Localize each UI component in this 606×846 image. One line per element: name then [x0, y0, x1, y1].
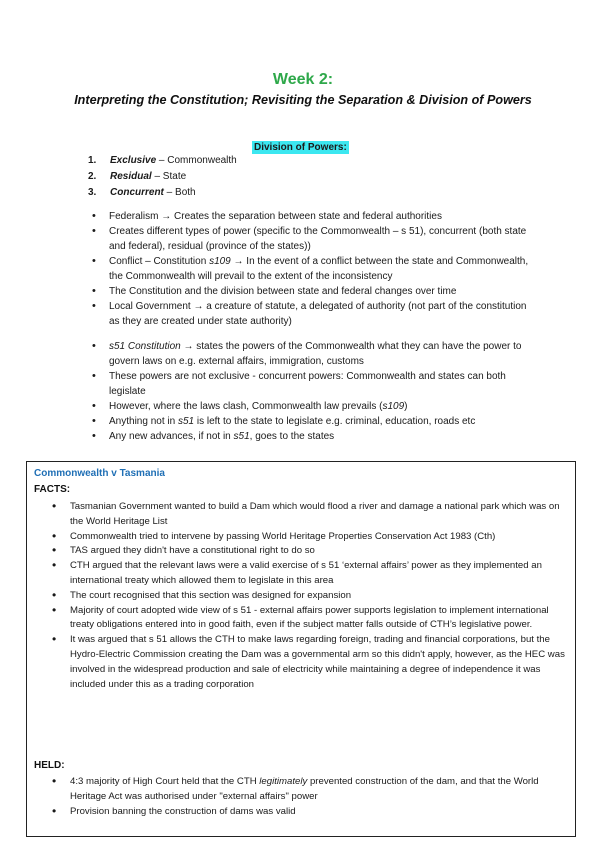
list-item: • Tasmanian Government wanted to build a Dam which would flood a river and damage a national park which was on the World Heritage List [44, 500, 572, 530]
list-item: • Local Government → a creature of statute, a delegated of authority (not part of the constitution as they are created under state authority) [90, 299, 530, 329]
list-item: • CTH argued that the relevant laws were a valid exercise of s 51 ‘external affairs’ power as they implemented an international treaty which allowed them to legislate in this area [44, 559, 572, 589]
list-item: • Creates different types of power (specific to the Commonwealth – s 51), concurrent (both state and federal), residual (province of the states)) [90, 224, 530, 254]
power-type-item [88, 169, 237, 185]
facts-list [44, 500, 572, 692]
list-item: • Anything not in s51 is left to the state to legislate e.g. criminal, education, roads etc [90, 414, 535, 429]
list-item: • Conflict – Constitution s109 → In the event of a conflict between the state and Commonwealth, the Commonwealth will prevail to the extent of the inconsistency [90, 254, 530, 284]
power-type-term: Residual [110, 171, 152, 182]
list-item: • TAS argued they didn't have a constitutional right to do so [44, 544, 572, 559]
list-item: • The court recognised that this section was designed for expansion [44, 589, 572, 604]
power-type-desc: – Both [163, 187, 196, 198]
list-item: • These powers are not exclusive - concurrent powers: Commonwealth and states can both legislate [90, 369, 535, 399]
page-title: Week 2: [272, 71, 334, 88]
s51-bullets [90, 339, 535, 444]
list-item: • Majority of court adopted wide view of s 51 - external affairs power supports legislation to implement international treaty obligations entered into in good faith, even if the subject matter falls outside of CTH’s legislative power. [44, 604, 572, 634]
list-item: • s51 Constitution → states the powers of the Commonwealth what they can have the power to govern laws on e.g. external affairs, immigration, customs [90, 339, 535, 369]
list-item: • Provision banning the construction of dams was valid [44, 805, 572, 820]
list-item: • Federalism → Creates the separation between state and federal authorities [90, 209, 530, 224]
list-item: • The Constitution and the division between state and federal changes over time [90, 284, 530, 299]
list-item: • Commonwealth tried to intervene by passing World Heritage Properties Conservation Act 1983 (Cth) [44, 530, 572, 545]
list-item: • Any new advances, if not in s51, goes to the states [90, 429, 535, 444]
power-type-term: Concurrent [110, 187, 164, 198]
facts-label: FACTS: [34, 484, 71, 495]
held-label: HELD: [34, 760, 65, 771]
case-title: Commonwealth v Tasmania [34, 468, 165, 479]
division-of-powers-heading: Division of Powers: [254, 142, 347, 153]
list-item: • 4:3 majority of High Court held that the CTH legitimately prevented construction of the dam, and that the World Heritage Act was authorised under "external affairs" power [44, 775, 572, 805]
power-type-desc: – Commonwealth [156, 155, 237, 166]
held-list [44, 775, 572, 819]
list-item: • It was argued that s 51 allows the CTH to make laws regarding foreign, trading and financial corporations, but the Hydro-Electric Commission creating the Dam was a governmental arm so this didn't apply, however, as the HEC was involved in the widespread production and sale of electricity while maintaining a degree of independence it was included under this as a trading corporation [44, 633, 572, 692]
power-type-term: Exclusive [110, 155, 157, 166]
power-type-number: 1. [88, 155, 97, 166]
power-type-item [88, 153, 237, 169]
power-type-desc: – State [151, 171, 187, 182]
power-type-number: 2. [88, 171, 97, 182]
federalism-bullets [90, 209, 530, 329]
power-type-item [88, 185, 237, 201]
page-subtitle: Interpreting the Constitution; Revisiting the Separation & Division of Powers [74, 93, 532, 107]
power-types-list [88, 153, 237, 201]
power-type-number: 3. [88, 187, 97, 198]
list-item: • However, where the laws clash, Commonwealth law prevails (s109) [90, 399, 535, 414]
